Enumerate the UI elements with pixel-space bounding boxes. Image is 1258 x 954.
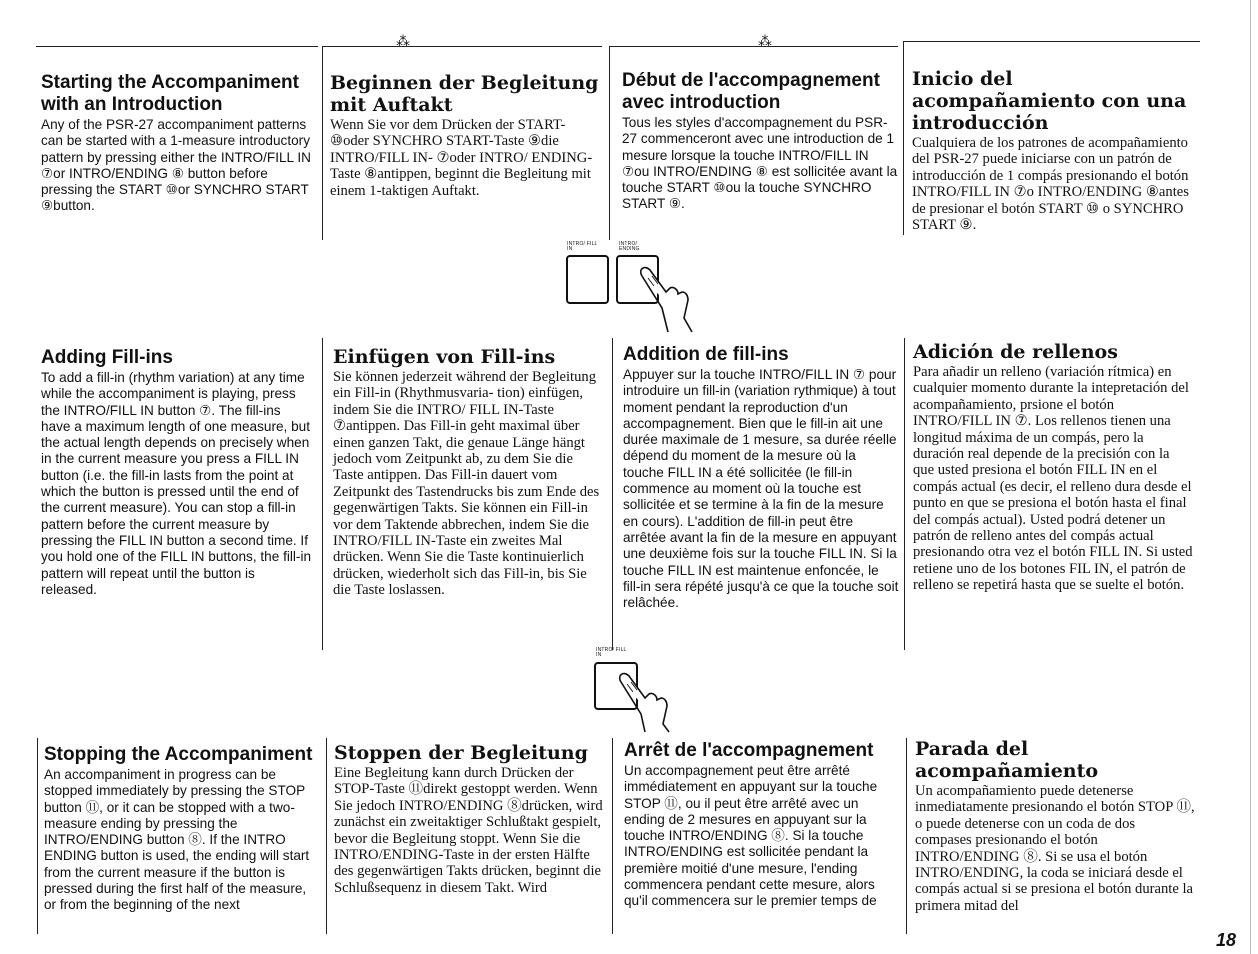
column-rule [906, 738, 907, 934]
section-body: To add a fill-in (rhythm variation) at any time while the accompaniment is playing, press the INTRO/FILL IN button ⑦. The fill-ins have a maximum length of one measure, but the actual length depends on precisely when in the current measure you press a FILL IN button (i.e. the fill-in lasts from the point at which the button is pressed until the end of the current measure). You can stop a fill-in pattern before the current measure by pressing the FILL IN button a second time. If you hold one of the FILL IN buttons, the fill-in pattern will repeat until the button is released. [41, 370, 312, 597]
section-stopping-de [334, 742, 606, 896]
intro-fill-in-button-icon [566, 255, 609, 304]
column-rule [612, 738, 613, 934]
top-rule [904, 41, 1200, 42]
button-label: INTRO/ ENDING [619, 241, 640, 252]
section-body: Eine Begleitung kann durch Drücken der STOP-Taste ⑪direkt gestoppt werden. Wenn Sie jedoch INTRO/ENDING ⑧drücken, wird zunächst ein zweitaktiger Schlußtakt gespielt, bevor die Begleitung stoppt. Wenn Sie die INTRO/ENDING-Taste in der ersten Hälfte des gegenwärtigen Takts drücken, beginnt die Schlußsequenz in diesem Takt. Wird [334, 765, 603, 896]
top-rule [36, 46, 318, 47]
section-body: Cualquiera de los patrones de acompañamiento del PSR-27 puede iniciarse con un patrón de introducción de 1 compás presionando el botón INTRO/FILL IN ⑦o INTRO/ENDING ⑧antes de presionar el botón START ⑩ o SYNCHRO START ⑨. [912, 135, 1189, 234]
section-stopping-es [915, 738, 1195, 914]
column-rule [609, 46, 610, 240]
section-stopping-fr [624, 740, 900, 910]
column-rule [326, 738, 327, 934]
registration-mark-icon: ⁂ [758, 34, 772, 50]
column-rule [322, 338, 323, 650]
section-fillins-en [41, 347, 313, 598]
column-rule [612, 338, 613, 650]
section-starting-de [330, 72, 602, 199]
section-title: Stopping the Accompaniment [44, 744, 313, 765]
section-body: An accompaniment in progress can be stopped immediately by pressing the STOP button ⑪, or it can be stopped with a two-measure ending by pressing the INTRO/ENDING button ⑧. If the INTRO ENDING button is used, the ending will start from the current measure if the button is pressed during the first half of the measure, or from the beginning of the next [44, 767, 310, 913]
section-title: Beginnen der Begleitung mit Auftakt [330, 72, 599, 116]
section-starting-fr [622, 70, 898, 213]
button-label: INTRO/ FILL IN [567, 241, 598, 252]
section-body: Tous les styles d'accompagnement du PSR-27 commenceront avec une introduction de 1 mesure lorsque la touche INTRO/FILL IN ⑦ou INTRO/ENDING ⑧ est sollicitée avant la touche START ⑩ou la touche SYNCHRO START ⑨. [622, 115, 898, 212]
section-fillins-fr [623, 344, 899, 611]
section-starting-en [41, 72, 313, 215]
section-title: Addition de fill-ins [623, 344, 789, 365]
page-edge-rule [1250, 0, 1251, 954]
top-rule [610, 46, 898, 47]
section-title: Inicio del acompañamiento con una introducción [912, 68, 1187, 134]
section-starting-es [912, 68, 1192, 233]
section-body: Any of the PSR-27 accompaniment patterns can be started with a 1-measure introductory pattern by pressing either the INTRO/FILL IN ⑦or INTRO/ENDING ⑧ button before pressing the START ⑩or SYNCHRO START ⑨button. [41, 117, 311, 214]
section-fillins-de [333, 346, 605, 599]
section-fillins-es [913, 341, 1193, 594]
section-title: Stoppen der Begleitung [334, 742, 588, 764]
section-body: Sie können jederzeit während der Begleitung ein Fill-in (Rhythmusvaria- tion) einfügen, indem Sie die INTRO/ FILL IN-Taste ⑦antippen. Das Fill-in geht maximal über einen ganzen Takt, die genaue Länge hängt jedoch vom Zeitpunkt ab, zu dem Sie die Taste antippen. Das Fill-in dauert vom Zeitpunkt des Tastendrucks bis zum Ende des gegenwärtigen Takts. Sie können ein Fill-in vor dem Taktende abbrechen, indem Sie die INTRO/FILL IN-Taste ein zweites Mal drücken. Wenn Sie die Taste kontinuierlich drücken, wiederholt sich das Fill-in, bis Sie die Taste loslassen. [333, 369, 600, 599]
section-title: Parada del acompañamiento [915, 738, 1099, 782]
section-body: Appuyer sur la touche INTRO/FILL IN ⑦ pour introduire un fill-in (variation rythmique) à tout moment pendant la reproduction d'un accompagnement. Bien que le fill-in ait une durée maximale de 1 mesure, sa durée réelle dépend du moment de la mesure où la touche FILL IN a été sollicitée (le fill-in commence au moment où la touche est sollicitée et se termine à la fin de la mesure en cours). L'addition de fill-in peut être arrêtée avant la fin de la mesure en appuyant une deuxième fois sur la touche FILL IN. Si la touche FILL IN est maintenue enfoncée, le fill-in sera répété jusqu'à ce que la touche soit relâchée. [623, 367, 899, 611]
top-rule [322, 46, 602, 47]
section-title: Début de l'accompagnement avec introduction [622, 70, 880, 113]
section-stopping-en [44, 744, 320, 914]
section-title: Einfügen von Fill-ins [333, 346, 556, 368]
button-label: INTRO/ FILL IN [596, 647, 627, 658]
column-rule [903, 41, 904, 235]
column-rule [904, 338, 905, 650]
section-body: Un acompañamiento puede detenerse inmediatamente presionando el botón STOP ⑪, o puede detenerse con un coda de dos compases presionando el botón INTRO/ENDING ⑧. Si se usa el botón INTRO/ENDING, la coda se iniciará desde el compás actual si se presiona el botón durante la primera mitad del [915, 783, 1195, 914]
section-title: Adición de rellenos [913, 341, 1118, 363]
column-rule [322, 46, 323, 240]
pressing-finger-icon [615, 668, 675, 738]
section-title: Starting the Accompaniment with an Introduction [41, 72, 299, 115]
column-rule [37, 738, 38, 934]
section-body: Wenn Sie vor dem Drücken der START- ⑩oder SYNCHRO START-Taste ⑨die INTRO/FILL IN- ⑦oder INTRO/ ENDING-Taste ⑧antippen, beginnt die Begleitung mit einem 1-taktigen Auftakt. [330, 117, 593, 199]
page-number: 18 [1215, 930, 1236, 950]
section-body: Un accompagnement peut être arrêté immédiatement en appuyant sur la touche STOP ⑪, ou il peut être arrêté avec un ending de 2 mesures en appuyant sur la touche INTRO/ENDING ⑧. Si la touche INTRO/ENDING est sollicitée pendant la première moitié d'une mesure, l'ending commencera pendant cette mesure, alors qu'il commencera sur le premier temps de [624, 763, 878, 909]
section-title: Adding Fill-ins [41, 347, 173, 368]
section-body: Para añadir un relleno (variación rítmica) en cualquier momento durante la intepretación del acompañamiento, prsione el botón INTRO/FILL IN ⑦. Los rellenos tienen una longitud máxima de un compás, pero la duración real depende de la precisión con la que usted presiona el botón FILL IN en el compás actual (es decir, el relleno dura desde el punto en que se presiona el botón hasta el final del compás actual). Usted podrá detener un patrón de relleno antes del compás actual presionando otra vez el botón FILL IN. Si usted retiene uno de los botones FIL IN, el patrón de relleno se repetirá hasta que se suelte el botón. [913, 364, 1193, 594]
registration-mark-icon: ⁂ [396, 34, 410, 50]
pressing-finger-icon [636, 262, 696, 332]
section-title: Arrêt de l'accompagnement [624, 740, 874, 761]
